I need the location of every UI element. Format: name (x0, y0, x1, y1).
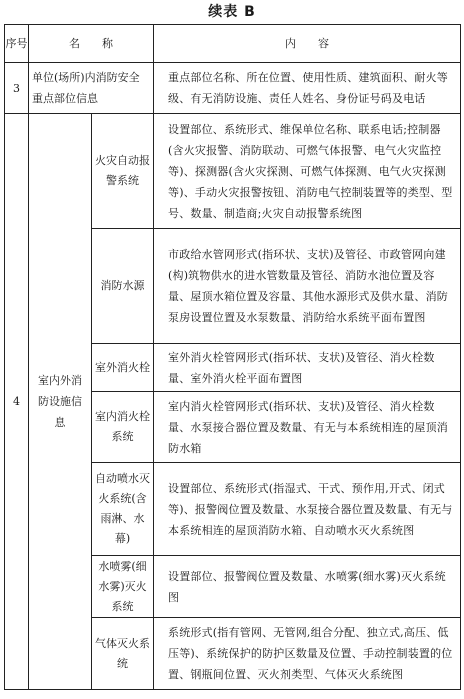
header-content: 内 容 (154, 25, 461, 63)
item-name: 室内消火栓系统 (92, 392, 154, 463)
item-content: 市政给水管网形式(指环状、支状)及管径、市政管网向建(构)筑物供水的进水管数量及管径、消防水池位置及容量、屋顶水箱位置及容量、其他水源形式及供水量、消防泵房设置位置及水泵数量、消防给水系统平面布置图 (154, 229, 461, 344)
item-name: 火灾自动报警系统 (92, 114, 154, 229)
table-title: 续表 B (208, 4, 256, 20)
row-name: 单位(场所)内消防安全重点部位信息 (29, 63, 154, 114)
item-name: 室外消火栓 (92, 344, 154, 392)
item-content: 系统形式(指有管网、无管网,组合分配、独立式,高压、低压等)、系统保护的防护区数量及位置、手动控制装置的位置、钢瓶间位置、灭火剂类型、气体灭火系统图 (154, 618, 461, 690)
table-row (5, 63, 461, 114)
table-row (5, 114, 461, 229)
group-name: 室内外消防设施信息 (29, 114, 92, 690)
item-name: 气体灭火系统 (92, 618, 154, 690)
item-name: 消防水源 (92, 229, 154, 344)
row-content: 重点部位名称、所在位置、使用性质、建筑面积、耐火等级、有无消防设施、责任人姓名、身份证号码及电话 (154, 63, 461, 114)
header-no: 序号 (5, 25, 29, 63)
item-content: 设置部位、系统形式、维保单位名称、联系电话;控制器(含火灾报警、消防联动、可燃气体报警、电气火灾监控等)、探测器(含火灾探测、可燃气体探测、电气火灾探测等)、手动火灾报警按钮、消防电气控制装置等的类型、型号、数量、制造商;火灾自动报警系统图 (154, 114, 461, 229)
info-table (4, 24, 461, 690)
item-content: 室内消火栓管网形式(指环状、支状)及管径、消火栓数量、水泵接合器位置及数量、有无与本系统相连的屋顶消防水箱 (154, 392, 461, 463)
header-name: 名 称 (29, 25, 154, 63)
item-name: 自动喷水灭火系统(含雨淋、水幕) (92, 463, 154, 556)
group-no: 4 (5, 114, 29, 690)
header-row (5, 25, 461, 63)
item-name: 水喷雾(细水雾)灭火系统 (92, 556, 154, 618)
row-no: 3 (5, 63, 29, 114)
item-content: 设置部位、报警阀位置及数量、水喷雾(细水雾)灭火系统图 (154, 556, 461, 618)
item-content: 设置部位、系统形式(指湿式、干式、预作用,开式、闭式等)、报警阀位置及数量、水泵接合器位置及数量、有无与本系统相连的屋顶消防水箱、自动喷水灭火系统图 (154, 463, 461, 556)
item-content: 室外消火栓管网形式(指环状、支状)及管径、消火栓数量、室外消火栓平面布置图 (154, 344, 461, 392)
